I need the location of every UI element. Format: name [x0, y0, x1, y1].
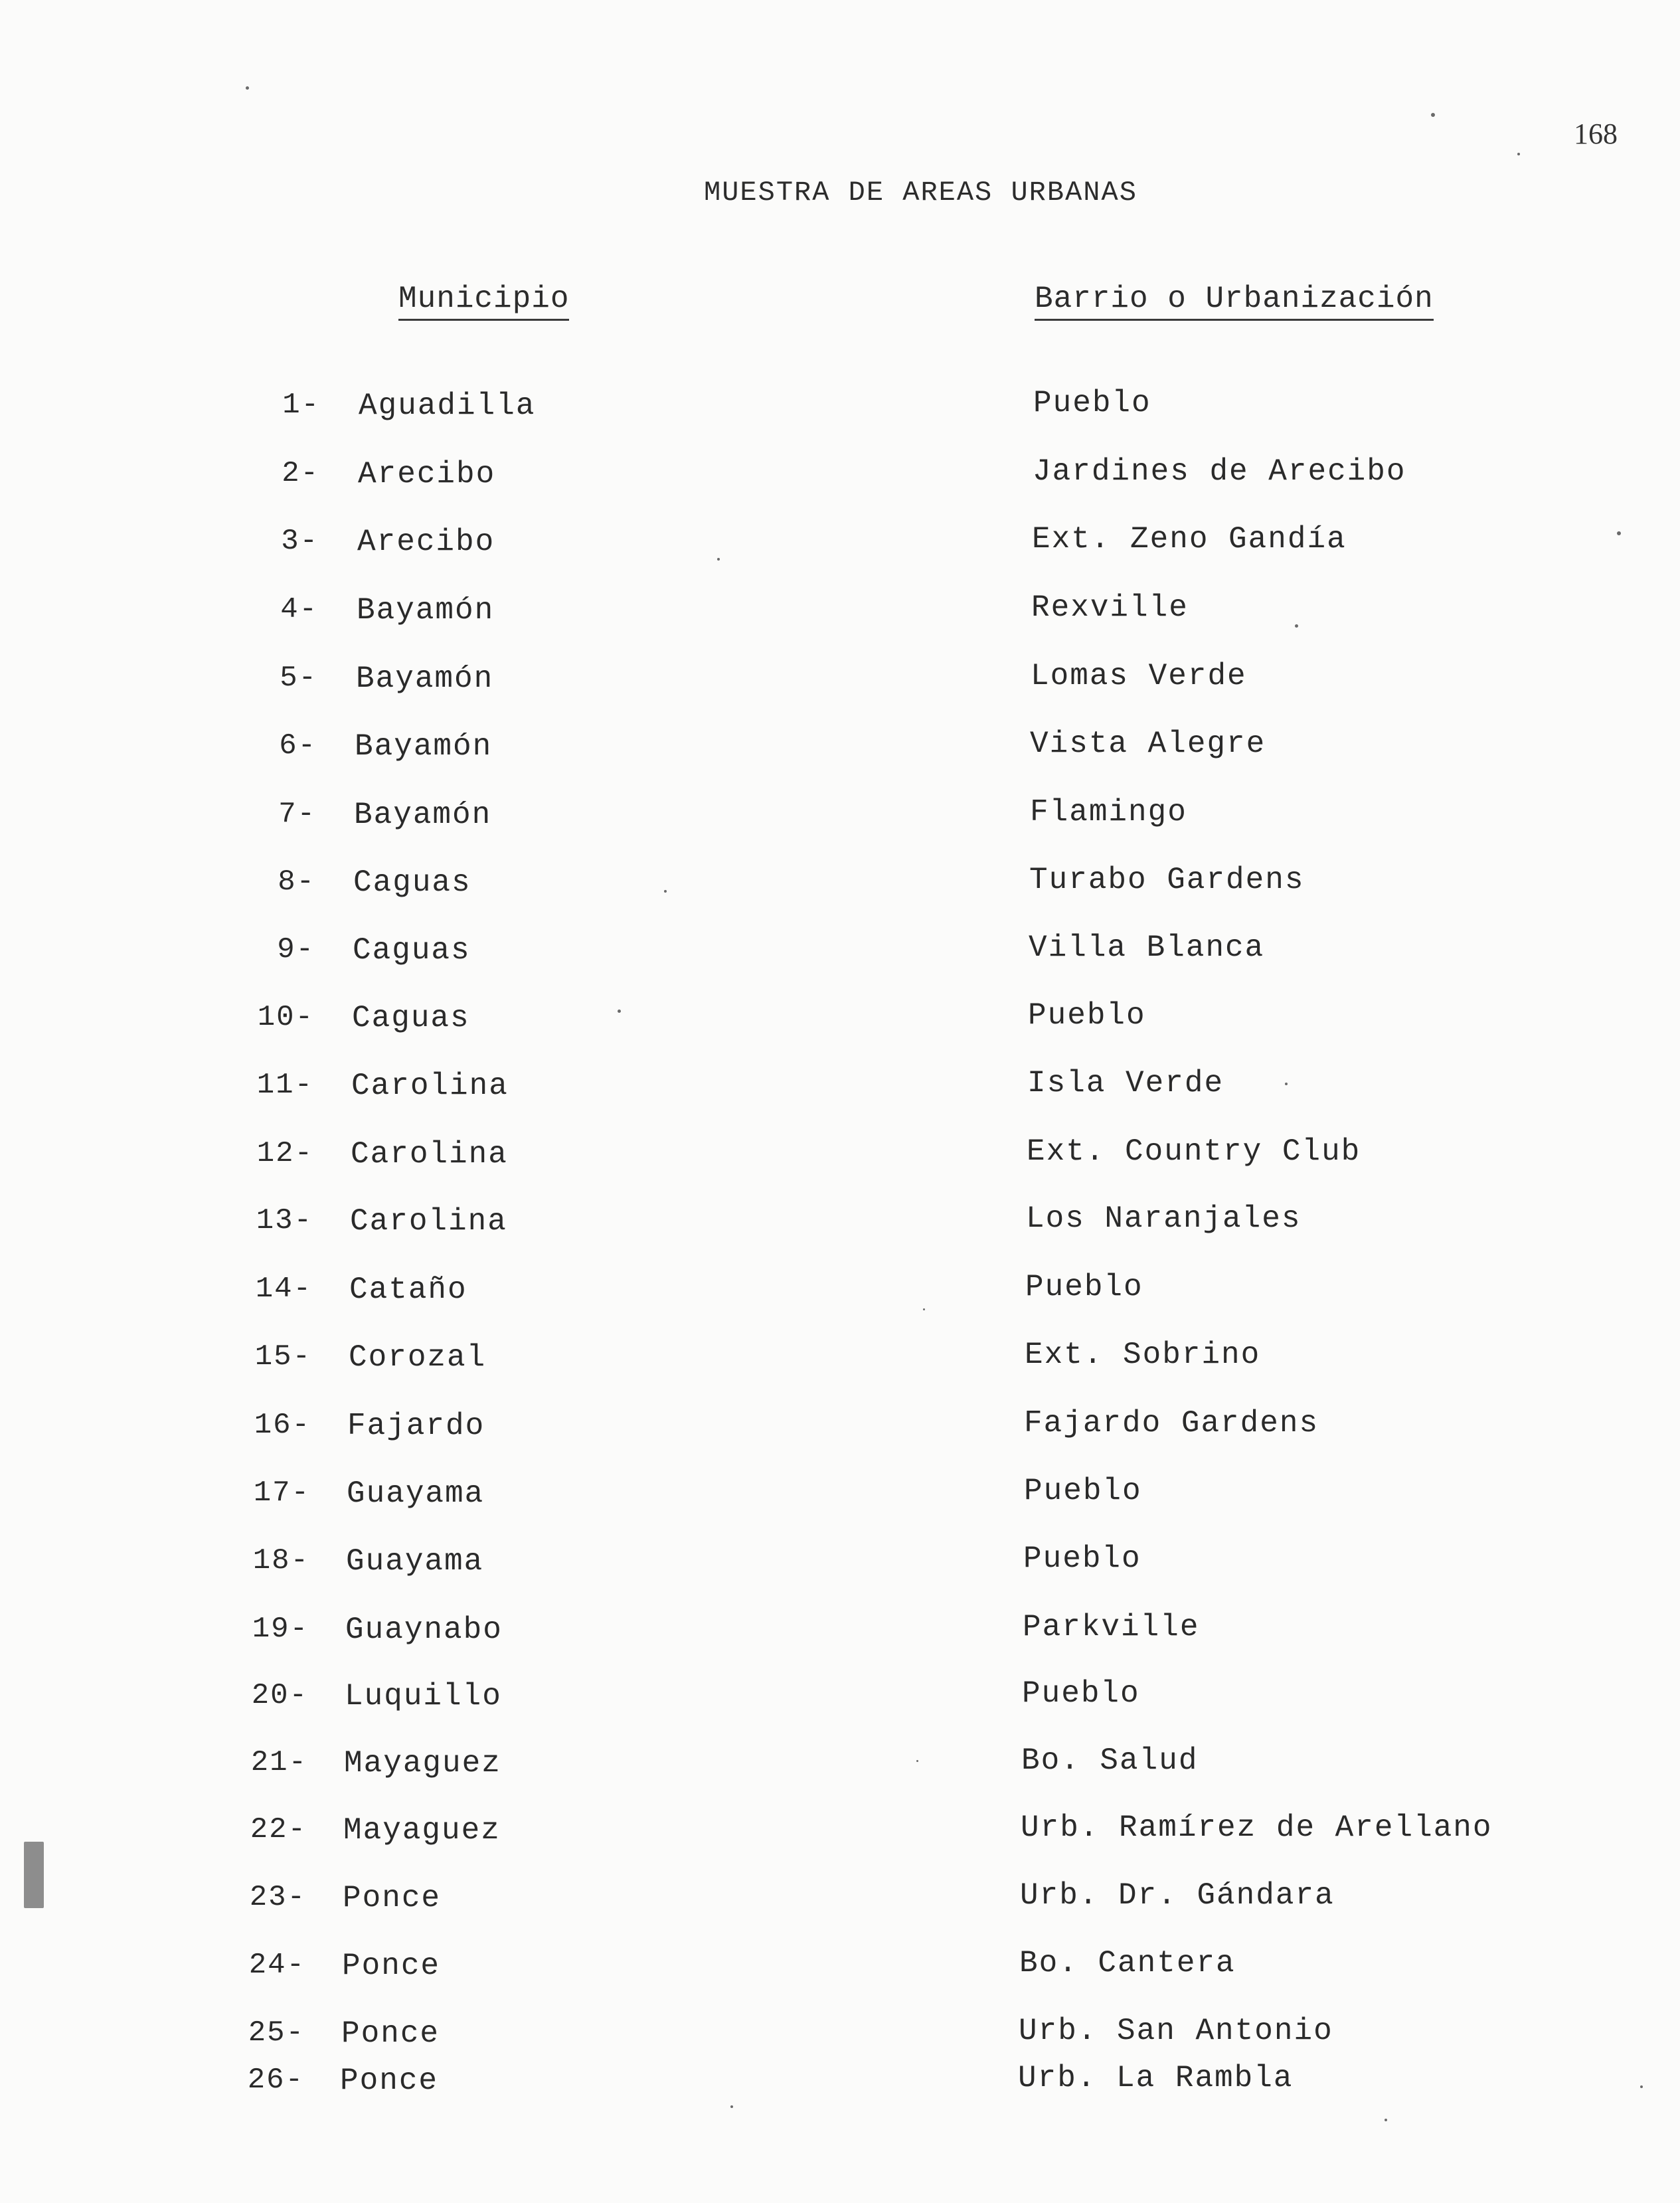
scan-speck — [923, 1308, 925, 1310]
column-header-municipio: Municipio — [398, 282, 569, 321]
page-number: 168 — [1574, 118, 1618, 150]
list-row — [0, 1946, 1680, 2008]
barrio-name: Bo. Cantera — [1019, 1946, 1236, 1981]
list-row — [0, 1476, 1680, 1536]
row-number: 20- — [251, 1679, 308, 1712]
list-row — [0, 2061, 1680, 2123]
municipio-name: Ponce — [341, 2016, 440, 2051]
row-number: 7- — [278, 798, 316, 831]
municipio-name: Luquillo — [345, 1679, 502, 1714]
list-row — [0, 661, 1680, 721]
list-row — [0, 1878, 1680, 1941]
list-row — [0, 930, 1680, 993]
municipio-name: Mayaguez — [344, 1746, 501, 1781]
row-number: 22- — [250, 1813, 307, 1846]
row-number: 11- — [256, 1069, 313, 1102]
row-number: 25- — [248, 2016, 305, 2050]
scan-speck — [1617, 531, 1621, 535]
list-row — [0, 1134, 1680, 1197]
municipio-name: Bayamón — [357, 593, 495, 628]
list-row — [0, 1610, 1680, 1672]
municipio-name: Carolina — [351, 1069, 509, 1103]
list-row — [0, 795, 1680, 857]
list-row — [0, 1270, 1680, 1332]
municipio-name: Caguas — [353, 933, 471, 968]
barrio-name: Pueblo — [1025, 1270, 1143, 1304]
list-row — [0, 590, 1680, 653]
row-number: 14- — [255, 1273, 312, 1306]
row-number: 12- — [256, 1137, 313, 1170]
barrio-name: Parkville — [1023, 1610, 1200, 1644]
municipio-name: Bayamón — [354, 798, 492, 832]
row-number: 13- — [256, 1204, 313, 1237]
row-number: 4- — [280, 593, 318, 626]
row-number: 24- — [248, 1949, 305, 1982]
scan-edge-mark — [24, 1842, 44, 1908]
municipio-name: Fajardo — [347, 1409, 485, 1443]
row-number: 21- — [250, 1746, 307, 1779]
municipio-name: Arecibo — [358, 457, 496, 491]
municipio-name: Caguas — [352, 1001, 470, 1035]
barrio-name: Isla Verde — [1027, 1066, 1224, 1101]
barrio-name: Villa Blanca — [1029, 930, 1265, 965]
municipio-name: Arecibo — [357, 525, 495, 559]
scan-speck — [1285, 1083, 1288, 1085]
municipio-name: Guayama — [347, 1476, 485, 1511]
municipio-name: Corozal — [349, 1340, 487, 1375]
list-row — [0, 1066, 1680, 1128]
scan-speck — [1640, 2085, 1643, 2088]
barrio-name: Los Naranjales — [1026, 1201, 1302, 1236]
municipio-name: Ponce — [340, 2064, 439, 2098]
document-title: MUESTRA DE AREAS URBANAS — [704, 177, 1137, 209]
row-number: 2- — [282, 457, 319, 490]
row-number: 1- — [282, 389, 320, 422]
barrio-name: Turabo Gardens — [1029, 863, 1305, 897]
barrio-name: Pueblo — [1028, 998, 1146, 1033]
list-row — [0, 865, 1680, 925]
list-row — [0, 454, 1680, 517]
row-number: 26- — [247, 2064, 304, 2097]
municipio-name: Mayaguez — [343, 1813, 501, 1848]
municipio-name: Caguas — [353, 865, 471, 900]
municipio-name: Carolina — [351, 1137, 508, 1172]
barrio-name: Urb. Dr. Gándara — [1020, 1878, 1335, 1913]
barrio-name: Ext. Sobrino — [1025, 1338, 1261, 1372]
barrio-name: Pueblo — [1024, 1474, 1142, 1508]
municipio-name: Carolina — [350, 1204, 507, 1239]
row-number: 8- — [278, 865, 315, 899]
barrio-name: Pueblo — [1022, 1676, 1140, 1711]
scan-speck — [1517, 153, 1520, 155]
barrio-name: Ext. Country Club — [1027, 1134, 1361, 1169]
municipio-name: Bayamón — [355, 729, 493, 764]
scan-speck — [618, 1010, 621, 1013]
barrio-name: Urb. La Rambla — [1018, 2061, 1294, 2095]
barrio-name: Pueblo — [1023, 1542, 1141, 1576]
list-row — [0, 998, 1680, 1061]
barrio-name: Urb. Ramírez de Arellano — [1021, 1810, 1493, 1845]
list-row — [0, 1544, 1680, 1604]
barrio-name: Flamingo — [1030, 795, 1187, 830]
row-number: 3- — [281, 525, 319, 558]
barrio-name: Pueblo — [1033, 386, 1151, 420]
municipio-name: Guaynabo — [345, 1613, 503, 1647]
list-row — [0, 1406, 1680, 1468]
scan-speck — [1295, 624, 1298, 628]
barrio-name: Vista Alegre — [1030, 727, 1266, 761]
row-number: 6- — [279, 729, 317, 762]
row-number: 19- — [252, 1613, 309, 1646]
list-row — [0, 1810, 1680, 1873]
list-row — [0, 1201, 1680, 1264]
list-row — [0, 386, 1680, 448]
row-number: 17- — [253, 1476, 310, 1510]
scan-speck — [717, 558, 720, 561]
municipio-name: Cataño — [349, 1273, 467, 1307]
municipio-name: Aguadilla — [359, 389, 536, 423]
list-row — [0, 1676, 1680, 1739]
scan-speck — [1431, 113, 1435, 117]
scan-speck — [664, 890, 667, 893]
list-row — [0, 1340, 1680, 1400]
barrio-name: Rexville — [1031, 590, 1189, 625]
row-number: 16- — [254, 1409, 311, 1442]
municipio-name: Ponce — [343, 1881, 442, 1915]
list-row — [0, 729, 1680, 789]
municipio-name: Bayamón — [356, 661, 494, 696]
scan-speck — [730, 2105, 733, 2108]
barrio-name: Urb. San Antonio — [1019, 2014, 1333, 2048]
row-number: 23- — [249, 1881, 306, 1914]
row-number: 15- — [254, 1340, 311, 1373]
row-number: 10- — [257, 1001, 314, 1034]
row-number: 9- — [277, 933, 315, 966]
municipio-name: Guayama — [346, 1544, 484, 1579]
list-row — [0, 1743, 1680, 1806]
barrio-name: Fajardo Gardens — [1024, 1406, 1319, 1441]
column-header-barrio: Barrio o Urbanización — [1035, 282, 1434, 321]
scan-speck — [1385, 2119, 1387, 2121]
row-number: 18- — [252, 1544, 309, 1577]
scan-speck — [246, 86, 249, 90]
barrio-name: Lomas Verde — [1031, 659, 1247, 693]
barrio-name: Ext. Zeno Gandía — [1032, 522, 1347, 557]
barrio-name: Jardines de Arecibo — [1033, 454, 1406, 489]
list-row — [0, 522, 1680, 584]
row-number: 5- — [280, 661, 317, 695]
municipio-name: Ponce — [342, 1949, 441, 1983]
barrio-name: Bo. Salud — [1021, 1743, 1199, 1778]
scan-speck — [916, 1760, 918, 1762]
